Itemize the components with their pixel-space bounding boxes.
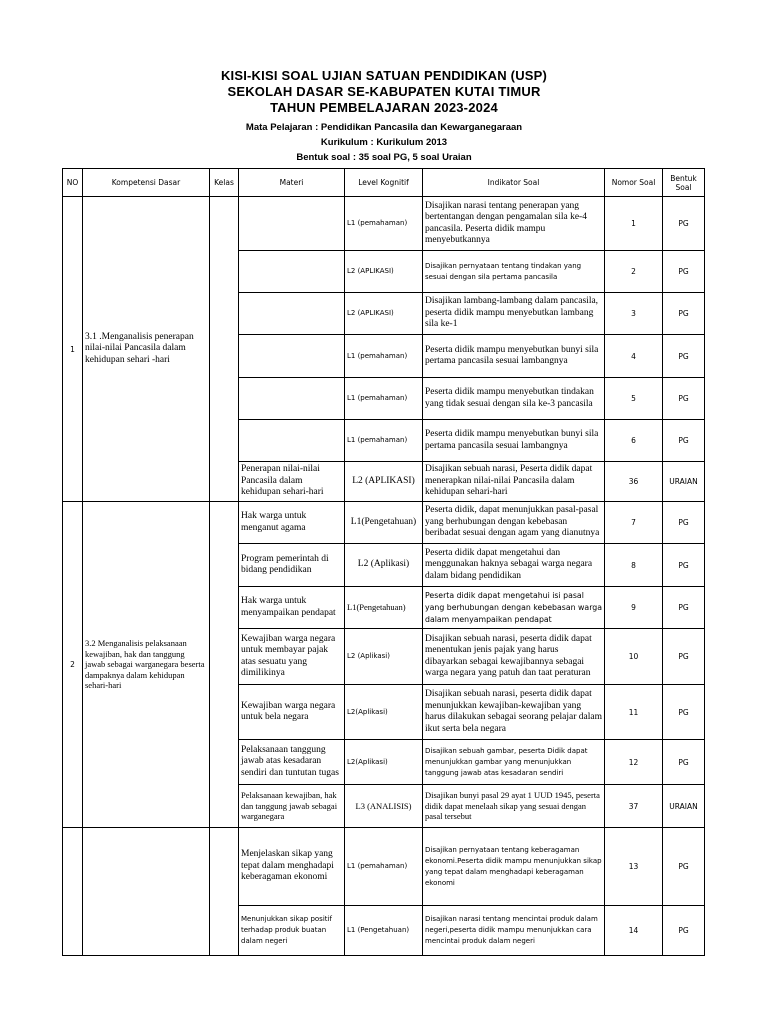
materi-cell	[239, 293, 345, 335]
level-cell: L2 (Aplikasi)	[345, 544, 423, 587]
level-cell: L1 (pemahaman)	[345, 197, 423, 251]
document-header	[0, 68, 768, 165]
indikator-cell: Disajikan sebuah narasi, peserta didik dapat menentukan jenis pajak yang harus dibayarkan sebagai kewajibannya sebagai warga negara yang patuh dan taat peraturan	[423, 629, 605, 685]
level-cell: L2 (APLIKASI)	[345, 251, 423, 293]
bentuk-cell: PG	[663, 587, 705, 629]
title-line-1: KISI-KISI SOAL UJIAN SATUAN PENDIDIKAN (USP)	[220, 68, 548, 83]
indikator-cell: Peserta didik dapat mengetahui dan menggunakan haknya sebagai warga negara dalam bidang pendidikan	[423, 544, 605, 587]
materi-cell	[239, 420, 345, 462]
bentuk-cell: PG	[663, 740, 705, 785]
curriculum-line: Kurikulum : Kurikulum 2013	[320, 137, 448, 148]
col-header-level: Level Kognitif	[345, 169, 423, 197]
materi-cell: Pelaksanaan kewajiban, hak dan tanggung jawab sebagai warganegara	[239, 785, 345, 828]
bentuk-cell: PG	[663, 420, 705, 462]
level-cell: L1(Pengetahuan)	[345, 502, 423, 544]
bentuk-cell: PG	[663, 544, 705, 587]
indikator-cell: Disajikan narasi tentang penerapan yang bertentangan dengan pengamalan sila ke-4 pancasila. Peserta didik mampu menyebutkannya	[423, 197, 605, 251]
nomor-cell: 11	[605, 685, 663, 740]
bentuk-cell: PG	[663, 335, 705, 378]
nomor-cell: 13	[605, 828, 663, 906]
indikator-cell: Disajikan bunyi pasal 29 ayat 1 UUD 1945, peserta didik dapat menelaah sikap yang sesuai dengan pasal tersebut	[423, 785, 605, 828]
indikator-cell: Peserta didik mampu menyebutkan tindakan yang tidak sesuai dengan sila ke-3 pancasila	[423, 378, 605, 420]
subject-line: Mata Pelajaran : Pendidikan Pancasila dan Kewarganegaraan	[245, 122, 523, 133]
nomor-cell: 7	[605, 502, 663, 544]
col-header-kelas: Kelas	[210, 169, 239, 197]
nomor-cell: 36	[605, 462, 663, 502]
level-cell: L2 (Aplikasi)	[345, 629, 423, 685]
kelas-cell	[210, 197, 239, 502]
row-no: 2	[63, 502, 83, 828]
level-cell: L1 (pemahaman)	[345, 828, 423, 906]
materi-cell: Hak warga untuk menganut agama	[239, 502, 345, 544]
bentuk-cell: PG	[663, 828, 705, 906]
indikator-cell: Disajikan pernyataan tentang keberagaman ekonomi.Peserta didik mampu menunjukkan sikap yang tepat dalam menghadapi keberagaman ekonomi	[423, 828, 605, 906]
materi-cell: Hak warga untuk menyampaikan pendapat	[239, 587, 345, 629]
indikator-cell: Disajikan narasi tentang mencintai produk dalam negeri,peserta didik mampu menunjukkan cara mencintai produk dalam negeri	[423, 906, 605, 956]
bentuk-cell: PG	[663, 293, 705, 335]
nomor-cell: 10	[605, 629, 663, 685]
nomor-cell: 6	[605, 420, 663, 462]
bentuk-cell: PG	[663, 197, 705, 251]
bentuk-cell: PG	[663, 906, 705, 956]
indikator-cell: Peserta didik dapat mengetahui isi pasal yang berhubungan dengan kebebasan warga dalam menyampaikan pendapat	[423, 587, 605, 629]
materi-cell: Kewajiban warga negara untuk membayar pajak atas sesuatu yang dimilikinya	[239, 629, 345, 685]
nomor-cell: 3	[605, 293, 663, 335]
bentuk-cell: PG	[663, 502, 705, 544]
level-cell: L2 (APLIKASI)	[345, 293, 423, 335]
indikator-cell: Peserta didik mampu menyebutkan bunyi sila pertama pancasila sesuai lambangnya	[423, 335, 605, 378]
col-header-nomor: Nomor Soal	[605, 169, 663, 197]
question-form-line: Bentuk soal : 35 soal PG, 5 soal Uraian	[296, 152, 472, 163]
materi-cell	[239, 197, 345, 251]
nomor-cell: 12	[605, 740, 663, 785]
title-line-3: TAHUN PEMBELAJARAN 2023-2024	[270, 100, 498, 115]
level-cell: L2(Aplikasi)	[345, 740, 423, 785]
materi-cell: Program pemerintah di bidang pendidikan	[239, 544, 345, 587]
kisi-kisi-table	[62, 168, 705, 956]
nomor-cell: 9	[605, 587, 663, 629]
bentuk-cell: PG	[663, 251, 705, 293]
title-line-2: SEKOLAH DASAR SE-KABUPATEN KUTAI TIMUR	[227, 84, 541, 99]
level-cell: L1 (Pengetahuan)	[345, 906, 423, 956]
materi-cell: Penerapan nilai-nilai Pancasila dalam kehidupan sehari-hari	[239, 462, 345, 502]
col-header-indikator: Indikator Soal	[423, 169, 605, 197]
col-header-materi: Materi	[239, 169, 345, 197]
kelas-cell	[210, 828, 239, 956]
kompetensi-dasar	[83, 828, 210, 956]
materi-cell	[239, 378, 345, 420]
level-cell: L2(Aplikasi)	[345, 685, 423, 740]
nomor-cell: 2	[605, 251, 663, 293]
materi-cell: Menjelaskan sikap yang tepat dalam menghadapi keberagaman ekonomi	[239, 828, 345, 906]
col-header-kompetensi: Kompetensi Dasar	[83, 169, 210, 197]
table-row	[63, 502, 705, 544]
level-cell: L3 (ANALISIS)	[345, 785, 423, 828]
nomor-cell: 8	[605, 544, 663, 587]
nomor-cell: 5	[605, 378, 663, 420]
bentuk-cell: PG	[663, 378, 705, 420]
indikator-cell: Disajikan lambang-lambang dalam pancasila, peserta didik mampu menyebutkan lambang sila ke-1	[423, 293, 605, 335]
indikator-cell: Disajikan sebuah gambar, peserta Didik dapat menunjukkan gambar yang menunjukkan tanggung jawab atas kesadaran sendiri	[423, 740, 605, 785]
nomor-cell: 37	[605, 785, 663, 828]
row-no: 1	[63, 197, 83, 502]
col-header-no: NO	[63, 169, 83, 197]
nomor-cell: 14	[605, 906, 663, 956]
level-cell: L1 (pemahaman)	[345, 335, 423, 378]
nomor-cell: 1	[605, 197, 663, 251]
level-cell: L1 (pemahaman)	[345, 378, 423, 420]
table-row	[63, 828, 705, 906]
indikator-cell: Disajikan sebuah narasi, peserta didik dapat menunjukkan kewajiban-kewajiban yang harus dilakukan sebagai seorang pelajar dalam ikut serta bela negara	[423, 685, 605, 740]
materi-cell: Kewajiban warga negara untuk bela negara	[239, 685, 345, 740]
materi-cell	[239, 335, 345, 378]
indikator-cell: Disajikan sebuah narasi, Peserta didik dapat menerapkan nilai-nilai Pancasila dalam kehidupan sehari-hari	[423, 462, 605, 502]
indikator-cell: Peserta didik, dapat menunjukkan pasal-pasal yang berhubungan dengan kebebasan beribadat sesuai dengan agam yang dianutnya	[423, 502, 605, 544]
materi-cell: Pelaksanaan tanggung jawab atas kesadaran sendiri dan tuntutan tugas	[239, 740, 345, 785]
bentuk-cell: URAIAN	[663, 462, 705, 502]
table-header-row	[63, 169, 705, 197]
level-cell: L1(Pengetahuan)	[345, 587, 423, 629]
table-row	[63, 197, 705, 251]
materi-cell	[239, 251, 345, 293]
col-header-bentuk: Bentuk Soal	[663, 169, 705, 197]
kompetensi-dasar: 3.1 .Menganalisis penerapan nilai-nilai Pancasila dalam kehidupan sehari -hari	[83, 197, 210, 502]
kelas-cell	[210, 502, 239, 828]
nomor-cell: 4	[605, 335, 663, 378]
level-cell: L1 (pemahaman)	[345, 420, 423, 462]
indikator-cell: Peserta didik mampu menyebutkan bunyi sila pertama pancasila sesuai lambangnya	[423, 420, 605, 462]
indikator-cell: Disajikan pernyataan tentang tindakan yang sesuai dengan sila pertama pancasila	[423, 251, 605, 293]
level-cell: L2 (APLIKASI)	[345, 462, 423, 502]
kompetensi-dasar: 3.2 Menganalisis pelaksanaan kewajiban, hak dan tanggung jawab sebagai warganegara beserta dampaknya dalam kehidupan sehari-hari	[83, 502, 210, 828]
bentuk-cell: PG	[663, 685, 705, 740]
materi-cell: Menunjukkan sikap positif terhadap produk buatan dalam negeri	[239, 906, 345, 956]
bentuk-cell: URAIAN	[663, 785, 705, 828]
bentuk-cell: PG	[663, 629, 705, 685]
row-no	[63, 828, 83, 956]
